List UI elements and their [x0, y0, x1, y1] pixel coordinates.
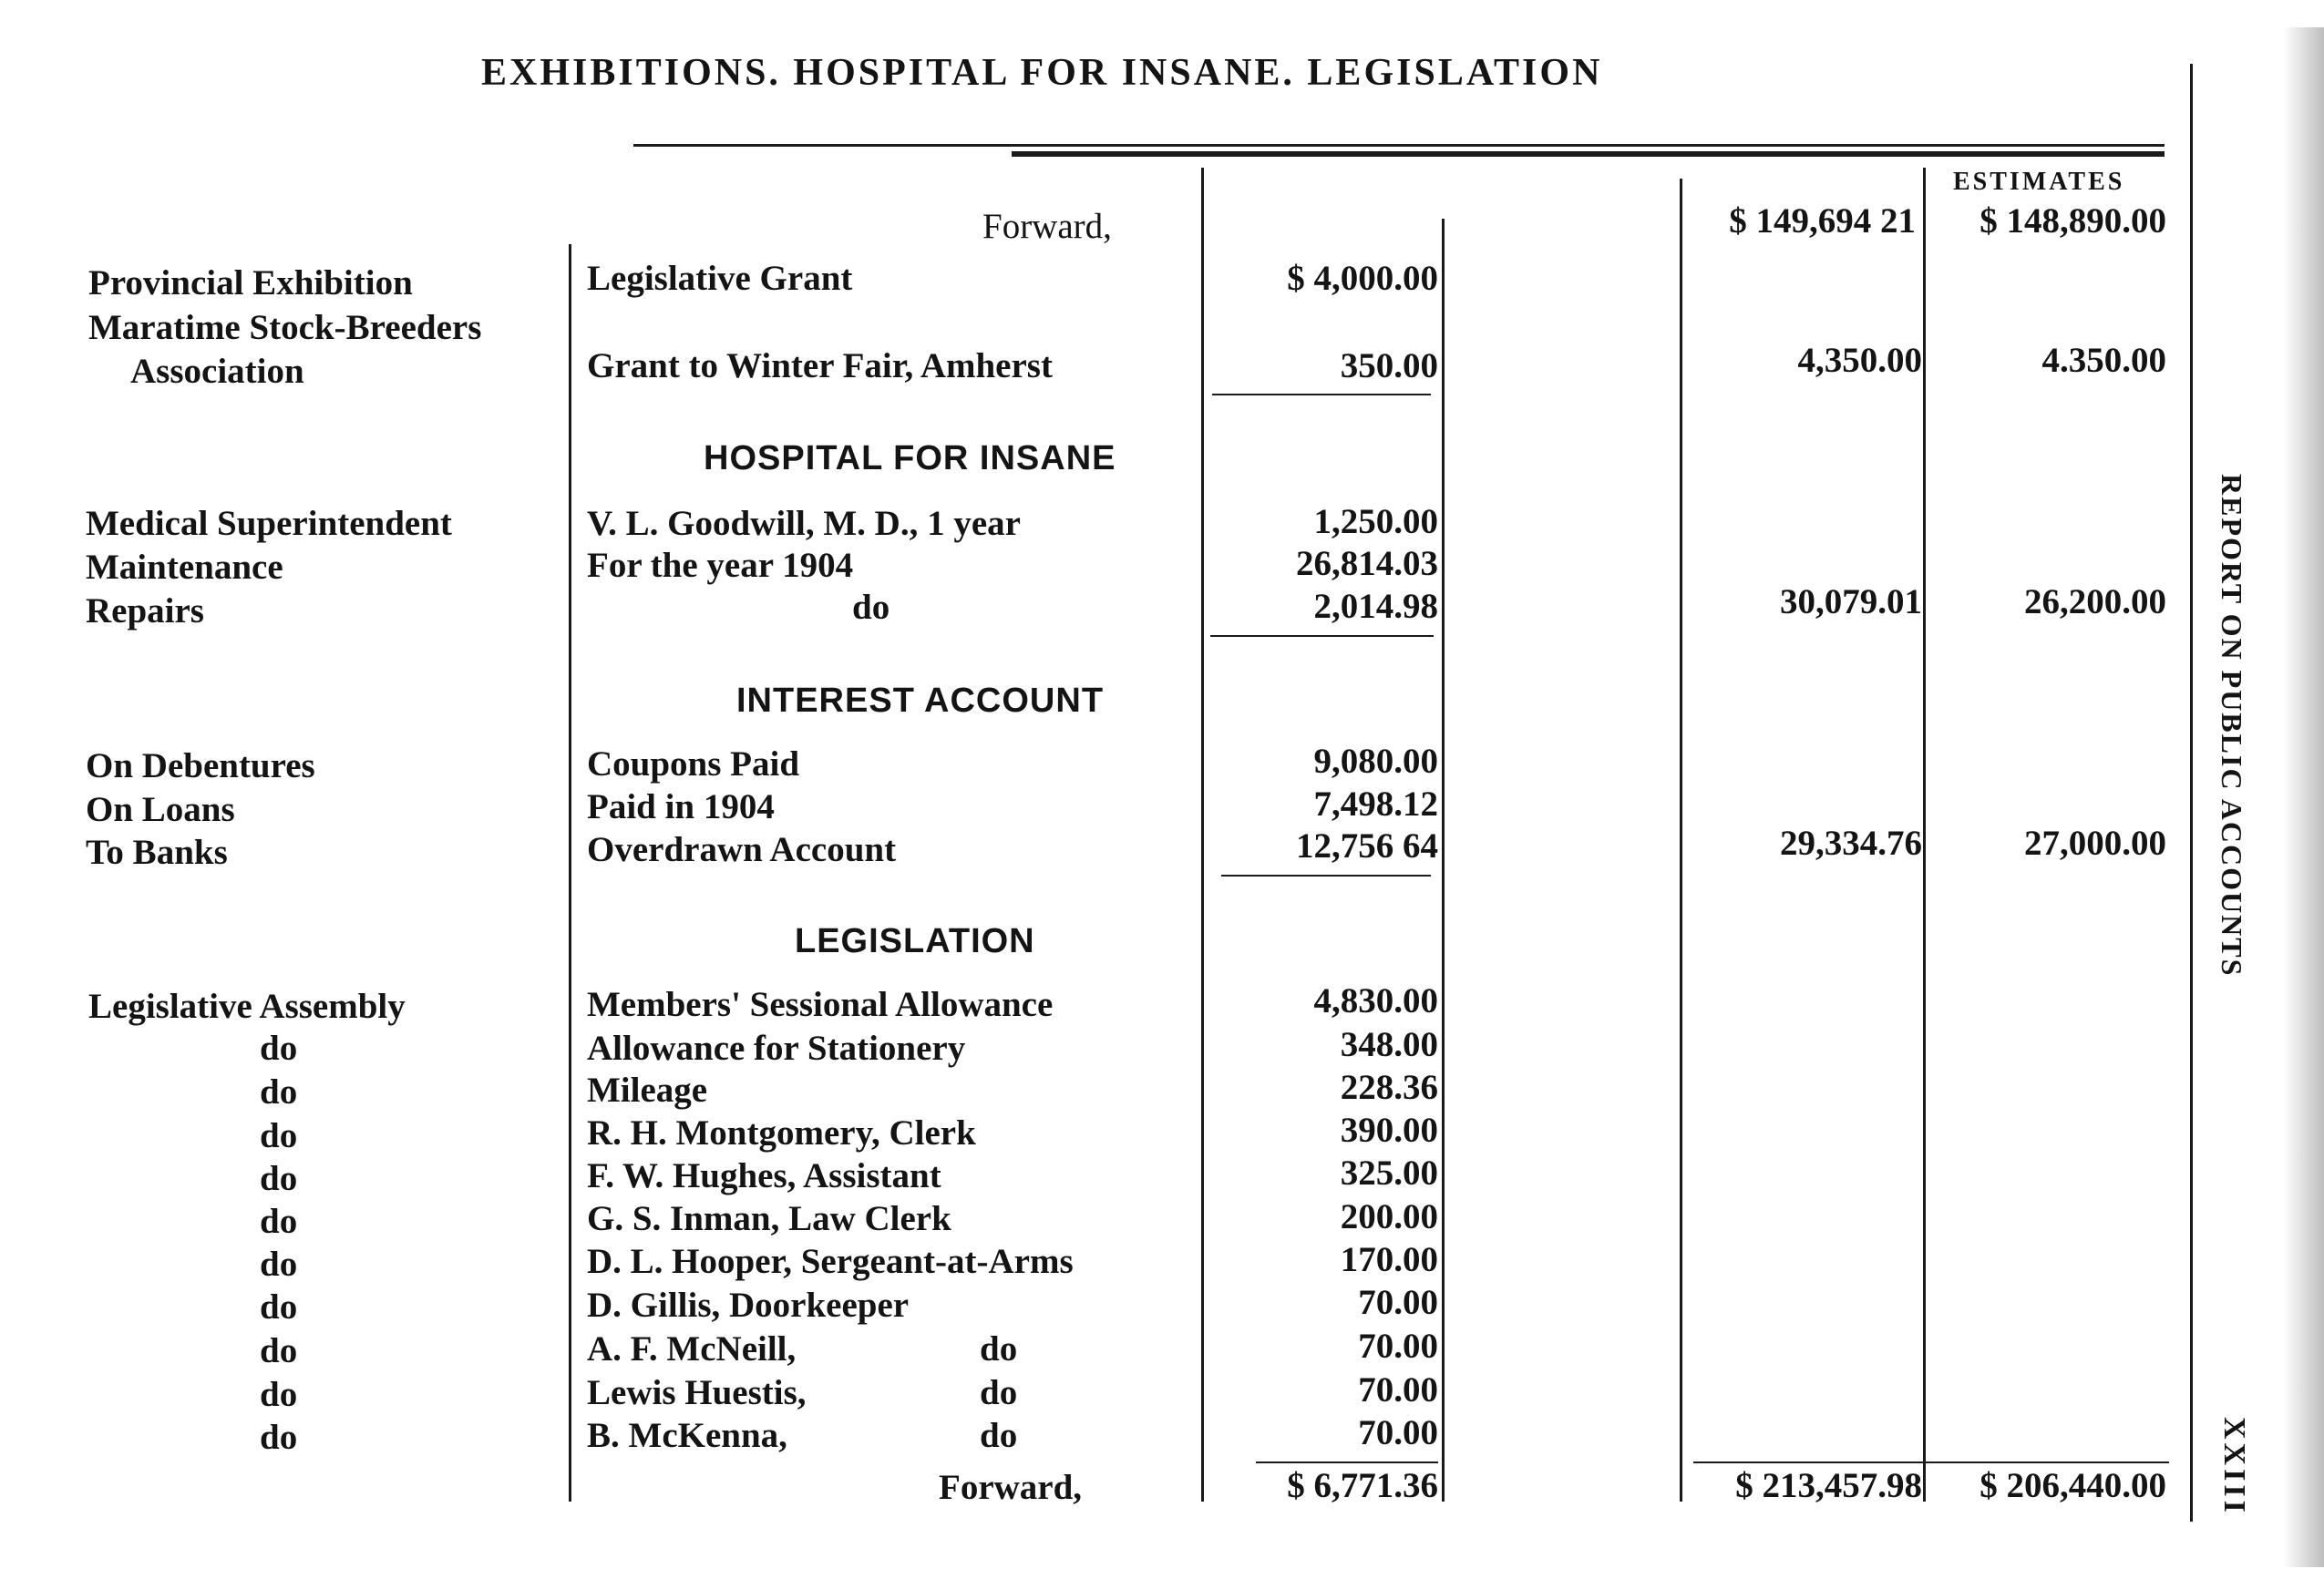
forward-top-total: $ 149,694 21 — [1729, 201, 1916, 241]
forward-top-label: Forward, — [982, 207, 1112, 246]
row-desc: A. F. McNeill, — [587, 1329, 797, 1369]
row-desc: F. W. Hughes, Assistant — [587, 1156, 941, 1195]
row-desc: D. Gillis, Doorkeeper — [587, 1286, 910, 1325]
row-amount: 325.00 — [1340, 1154, 1438, 1193]
row-amount: 7,498.12 — [1313, 784, 1438, 824]
row-desc: Coupons Paid — [587, 744, 800, 784]
section-heading: LEGISLATION — [795, 922, 1035, 960]
row-amount: 12,756 64 — [1296, 826, 1438, 866]
row-label: Association — [130, 352, 304, 391]
row-label: do — [260, 1418, 298, 1457]
row-amount: 200.00 — [1340, 1197, 1438, 1236]
forward-bottom-label: Forward, — [939, 1468, 1083, 1507]
section-estimate: 27,000.00 — [2024, 824, 2166, 863]
row-amount: 4,830.00 — [1313, 981, 1438, 1020]
subtotal-rule — [1256, 1461, 1438, 1463]
row-amount: 9,080.00 — [1313, 742, 1438, 781]
column-rule-total — [1923, 168, 1926, 1502]
row-desc: For the year 1904 — [587, 546, 854, 585]
row-desc: D. L. Hooper, Sergeant-at-Arms — [587, 1242, 1074, 1281]
page-number: XXIII — [2217, 1417, 2251, 1516]
row-label: do — [260, 1287, 298, 1327]
row-amount: 350.00 — [1340, 346, 1438, 385]
row-label: On Loans — [86, 790, 235, 829]
row-amount: $ 4,000.00 — [1287, 259, 1438, 298]
forward-top-estimate: $ 148,890.00 — [1980, 201, 2166, 241]
forward-bottom-subtotal: $ 6,771.36 — [1287, 1466, 1438, 1505]
row-amount: 70.00 — [1358, 1413, 1438, 1452]
section-estimate: 4.350.00 — [2041, 341, 2166, 380]
row-label: do — [260, 1029, 298, 1068]
row-amount: 26,814.03 — [1296, 544, 1438, 583]
row-label: Legislative Assembly — [88, 987, 406, 1026]
row-label: do — [260, 1072, 298, 1112]
row-desc: Grant to Winter Fair, Amherst — [587, 346, 1053, 385]
section-heading: HOSPITAL FOR INSANE — [704, 439, 1116, 477]
row-label: On Debentures — [86, 746, 315, 785]
subtotal-rule — [1210, 635, 1434, 637]
row-desc: do — [852, 588, 890, 627]
forward-bottom-estimate: $ 206,440.00 — [1980, 1466, 2166, 1505]
row-desc: V. L. Goodwill, M. D., 1 year — [587, 504, 1021, 543]
row-label: do — [260, 1116, 298, 1155]
side-running-title: REPORT ON PUBLIC ACCOUNTS — [2216, 474, 2248, 978]
ditto-mark: do — [980, 1416, 1018, 1455]
row-label: Medical Superintendent — [86, 504, 452, 543]
row-amount: 2,014.98 — [1313, 587, 1438, 626]
row-desc: Legislative Grant — [587, 259, 853, 298]
row-label: Provincial Exhibition — [88, 263, 413, 303]
row-amount: 70.00 — [1358, 1370, 1438, 1410]
row-desc: B. McKenna, — [587, 1416, 787, 1455]
row-amount: 1,250.00 — [1313, 502, 1438, 541]
row-label: do — [260, 1331, 298, 1370]
ditto-mark: do — [980, 1329, 1018, 1369]
section-heading: INTEREST ACCOUNT — [736, 682, 1105, 720]
page-edge-shadow — [2283, 27, 2324, 1567]
row-label: do — [260, 1375, 298, 1414]
row-label: do — [260, 1159, 298, 1198]
ditto-mark: do — [980, 1373, 1018, 1412]
row-label: To Banks — [86, 833, 228, 872]
column-rule-desc — [1201, 168, 1204, 1502]
row-amount: 70.00 — [1358, 1327, 1438, 1366]
header-rule-thick — [1012, 151, 2165, 157]
row-amount: 348.00 — [1340, 1025, 1438, 1064]
row-desc: Lewis Huestis, — [587, 1373, 807, 1412]
column-rule-label — [569, 244, 571, 1502]
row-amount: 70.00 — [1358, 1283, 1438, 1322]
row-desc: Allowance for Stationery — [587, 1029, 966, 1068]
page-title: EXHIBITIONS. HOSPITAL FOR INSANE. LEGISLATION — [481, 52, 1603, 94]
row-desc: Mileage — [587, 1071, 708, 1110]
forward-bottom-total: $ 213,457.98 — [1735, 1466, 1922, 1505]
row-desc: Overdrawn Account — [587, 830, 897, 869]
row-amount: 170.00 — [1340, 1240, 1438, 1279]
row-label: do — [260, 1202, 298, 1241]
total-rule — [1693, 1461, 2169, 1463]
row-desc: Members' Sessional Allowance — [587, 985, 1054, 1024]
row-desc: G. S. Inman, Law Clerk — [587, 1199, 951, 1238]
row-amount: 228.36 — [1340, 1068, 1438, 1107]
subtotal-rule — [1212, 394, 1431, 395]
header-rule-thin — [633, 144, 2165, 147]
section-total: 4,350.00 — [1797, 341, 1922, 380]
row-desc: Paid in 1904 — [587, 787, 775, 826]
row-label: Maintenance — [86, 548, 283, 587]
row-amount: 390.00 — [1340, 1111, 1438, 1150]
section-total: 29,334.76 — [1780, 824, 1922, 863]
estimates-header: ESTIMATES — [1953, 168, 2125, 196]
row-desc: R. H. Montgomery, Clerk — [587, 1113, 976, 1153]
column-rule-blank — [1680, 179, 1682, 1502]
section-total: 30,079.01 — [1780, 582, 1922, 621]
column-rule-right-border — [2190, 64, 2193, 1522]
row-label: Maratime Stock-Breeders — [88, 308, 482, 347]
row-label: Repairs — [86, 591, 204, 631]
row-label: do — [260, 1245, 298, 1284]
section-estimate: 26,200.00 — [2024, 582, 2166, 621]
column-rule-amount — [1442, 219, 1445, 1502]
subtotal-rule — [1221, 875, 1431, 877]
